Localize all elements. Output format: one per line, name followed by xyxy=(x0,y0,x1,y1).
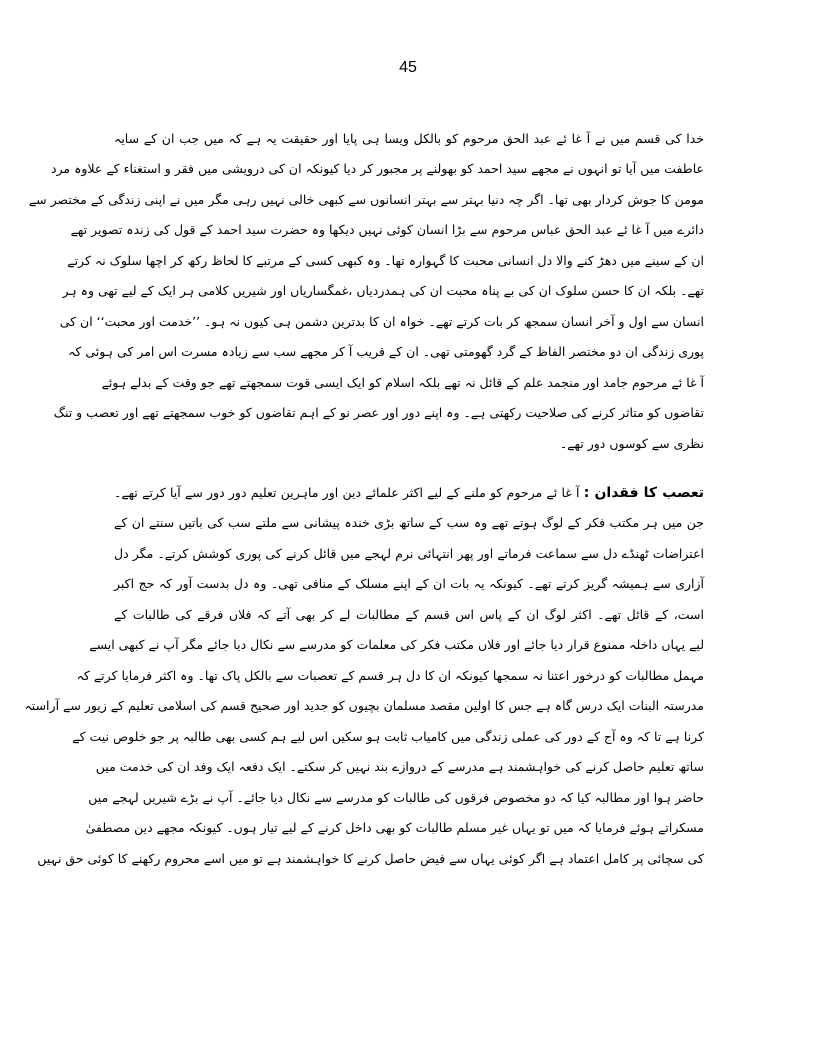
paragraph-line: آزاری سے ہمیشہ گریز کرتے تھے۔ کیونکہ یہ بات ان کے اپنے مسلک کے منافی تھی۔ وہ دل بدست آور کہ حج اکبر xyxy=(114,576,705,591)
paragraph-line: نظری سے کوسوں دور تھے۔ xyxy=(559,436,704,451)
paragraph-line: ساتھ تعلیم حاصل کرنے کی خواہشمند ہے مدرسے کے دروازے بند نہیں کر سکتے۔ ایک دفعہ ایک وفد ان کی خدمت میں xyxy=(95,759,704,774)
paragraph-line: تھے۔ بلکہ ان کا حسن سلوک ان کی بے پناہ محبت ان کی ہمدردیاں ،غمگساریاں اور شیریں کلامی ہر ایک کے لیے تھی وہ ہر xyxy=(62,283,704,298)
page-number: 45 xyxy=(399,59,417,76)
paragraph-line: ان کے سینے میں دھڑ کنے والا دل انسانی محبت کا گہوارہ تھا۔ وہ کبھی کسی کے مرتبے کا لحاظ رکھ کر اچھا سلوک نہ کرتے xyxy=(67,253,704,268)
paragraph-line: لیے یہاں داخلہ ممنوع قرار دیا جائے اور فلاں مکتب فکر کی معلمات کو مدرسے سے نکال دیا جائے مگر آپ نے کبھی ایسے xyxy=(89,637,704,652)
paragraph-line: اعتراضات ٹھنڈے دل سے سماعت فرماتے اور پھر انتہائی نرم لہجے میں قائل کرنے کی پوری کوشش کرتے۔ مگر دل xyxy=(114,546,704,561)
paragraph-line: خدا کی قسم میں نے آ غا ئے عبد الحق مرحوم کو بالکل ویسا ہی پایا اور حقیقت یہ ہے کہ میں جب ان کے سایہ xyxy=(114,131,704,146)
paragraph-line: مدرستہ البنات ایک درس گاہ ہے جس کا اولین مقصد مسلمان بچیوں کو جدید اور صحیح قسم کی اسلامی تعلیم کے زیور سے آراستہ xyxy=(24,698,704,713)
paragraph-line: است، کے قائل تھے۔ اکثر لوگ ان کے پاس اس قسم کے مطالبات لے کر بھی آتے کہ فلاں فرقے کی طالبات کے xyxy=(114,607,704,622)
paragraph-line: مومن کا جوش کردار بھی تھا۔ اگر چہ دنیا بہتر سے بہتر انسانوں سے کبھی خالی نہیں رہی مگر میں نے اپنی زندگی کے مختصر سے xyxy=(28,192,704,207)
paragraph-line: کی سچائی پر کامل اعتماد ہے اگر کوئی یہاں سے فیض حاصل کرنے کا خواہشمند ہے تو میں اسے محروم رکھنے کا کوئی حق نہیں xyxy=(37,851,704,866)
paragraph-line: دائرے میں آ غا ئے عبد الحق عباس مرحوم سے بڑا انسان کوئی نہیں دیکھا وہ حضرت سید احمد کے قول کی زندہ تصویر تھے xyxy=(70,222,704,237)
paragraph-line: جن میں ہر مکتب فکر کے لوگ ہوتے تھے وہ سب کے ساتھ بڑی خندہ پیشانی سے ملتے سب کی باتیں سنتے ان کے xyxy=(114,515,704,530)
section-heading: تعصب کا فقدان : xyxy=(583,485,704,501)
paragraph-line-text: آ غا ئے مرحوم کو ملنے کے لیے اکثر علمائے دین اور ماہرین تعلیم دور دور سے آیا کرتے تھے۔ xyxy=(114,485,580,500)
paragraph-line: حاضر ہوا اور مطالبہ کیا کہ دو مخصوص فرقوں کی طالبات کو مدرسے سے نکال دیا جائے۔ آپ نے بڑے شیریں لہجے میں xyxy=(88,790,704,805)
paragraph-line: پوری زندگی ان دو مختصر الفاظ کے گرد گھومتی تھی۔ ان کے قریب آ کر مجھے سب سے زیادہ مسرت اس امر کی ہوئی کہ xyxy=(68,344,704,359)
paragraph-line: آ غا ئے مرحوم جامد اور منجمد علم کے قائل نہ تھے بلکہ اسلام کو ایک ایسی قوت سمجھتے تھے جو وقت کے بدلے ہوئے xyxy=(101,375,704,390)
paragraph-first-line xyxy=(114,476,704,510)
paragraph-line: عاطفت میں آیا تو انہوں نے مجھے سید احمد کو بھولنے پر مجبور کر دیا کیونکہ ان کی درویشی میں فقر و استغناء کے علاوہ مرد xyxy=(50,161,704,176)
paragraph-line: مہمل مطالبات کو درخور اعتنا نہ سمجھا کیونکہ ان کا دل ہر قسم کے تعصبات سے بالکل پاک تھا۔ وہ اکثر فرمایا کرتے کہ xyxy=(76,668,704,683)
paragraph-line: مسکراتے ہوئے فرمایا کہ میں تو یہاں غیر مسلم طالبات کو بھی داخل کرنے کے لیے تیار ہوں۔ کیونکہ مجھے دین مصطفیٰ xyxy=(85,820,704,835)
paragraph-line: کرنا ہے تا کہ وہ آج کے دور کی عملی زندگی میں کامیاب ثابت ہو سکیں اس لیے ہم کسی بھی طالبہ پر جو خلوص نیت کے xyxy=(72,729,704,744)
paragraph-line: انسان سے اول و آخر انسان سمجھ کر بات کرتے تھے۔ خواہ ان کا بدترین دشمن ہی کیوں نہ ہو۔ ’’خدمت اور محبت‘‘ ان کی xyxy=(59,314,704,329)
paragraph-line: تقاضوں کو متاثر کرنے کی صلاحیت رکھتی ہے۔ وہ اپنے دور اور عصر نو کے اہم تقاضوں کو خوب سمجھتے تھے اور تعصب و تنگ xyxy=(53,405,704,420)
